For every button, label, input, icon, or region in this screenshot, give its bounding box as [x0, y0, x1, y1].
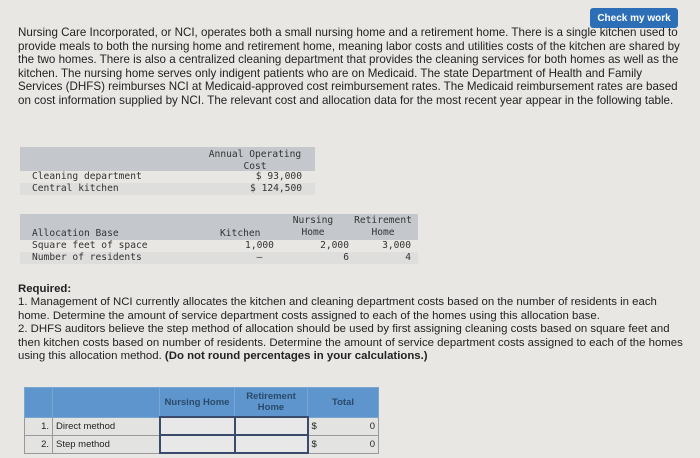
table-row	[25, 417, 379, 435]
cost-header: Cost	[243, 161, 267, 172]
header-nursing: Nursing	[292, 215, 334, 226]
cell-retirement: 3,000	[382, 240, 411, 251]
step-nursing-input[interactable]	[160, 435, 235, 453]
table-row	[20, 240, 418, 252]
header-nursing: Home	[301, 227, 325, 238]
cost-table	[20, 147, 315, 195]
row-label: Square feet of space	[32, 240, 148, 251]
table-row	[20, 183, 315, 195]
total-value: 0	[369, 438, 375, 450]
cost-header: Annual Operating	[208, 149, 302, 160]
answer-table	[24, 387, 379, 454]
header-retirement: Retirement	[354, 215, 412, 226]
currency: $	[311, 420, 317, 432]
row-label: Direct method	[53, 417, 160, 435]
direct-retirement-input[interactable]	[235, 417, 308, 435]
requirement-2: 2. DHFS auditors believe the step method of allocation should be used by first assigning cleaning costs based on square feet and then kitchen costs based on number of residents. Determine the amount of service department costs assigned to each of the homes using this allocation method.	[18, 323, 683, 363]
row-label: Number of residents	[32, 252, 142, 263]
row-value: $ 124,500	[250, 183, 302, 194]
cell-nursing: 6	[343, 252, 349, 263]
cell-kitchen: –	[256, 252, 263, 263]
row-label: Cleaning department	[32, 171, 142, 182]
total-value: 0	[369, 420, 375, 432]
direct-total	[308, 417, 379, 435]
header-nursing-home: Nursing Home	[160, 388, 235, 418]
header-kitchen: Kitchen	[220, 228, 261, 239]
check-my-work-button[interactable]: Check my work	[590, 8, 678, 28]
cell-nursing: 2,000	[320, 240, 349, 251]
cell-kitchen: 1,000	[245, 240, 274, 251]
cell-retirement: 4	[405, 252, 411, 263]
header-retirement: Home	[371, 227, 395, 238]
row-label: Step method	[53, 435, 160, 453]
table-row	[25, 435, 379, 453]
row-value: $ 93,000	[255, 171, 302, 182]
row-number: 1.	[25, 417, 53, 435]
requirement-1: 1. Management of NCI currently allocates the kitchen and cleaning department costs based on the number of residents in each home. Determine the amount of service department costs assigned to each of the homes using this allocation base.	[18, 296, 657, 322]
rounding-note: (Do not round percentages in your calculations.)	[164, 350, 428, 363]
required-title: Required:	[18, 283, 72, 295]
header-retirement-home: Retirement Home	[235, 388, 308, 418]
header-total: Total	[308, 388, 379, 418]
row-label: Central kitchen	[32, 183, 119, 194]
header-allocation-base: Allocation Base	[32, 228, 119, 239]
currency: $	[311, 438, 317, 450]
problem-intro: Nursing Care Incorporated, or NCI, operates both a small nursing home and a retirement home. There is a single kitchen used to provide meals to both the nursing home and retirement home, meaning labor costs and utilities costs of the kitchen are shared by the two homes. There is also a centralized cleaning department that provides the cleaning services for both homes as well as the kitchen. The nursing home serves only indigent patients who are on Medicaid. The state Department of Health and Family Services (DHFS) reimburses NCI at Medicaid-approved cost reimbursement rates. The Medicaid reimbursement rates are based on cost information supplied by NCI. The relevant cost and allocation data for the most recent year appear in the following table.	[18, 26, 680, 107]
step-retirement-input[interactable]	[235, 435, 308, 453]
step-total	[308, 435, 379, 453]
direct-nursing-input[interactable]	[160, 417, 235, 435]
required-section	[18, 283, 688, 363]
row-number: 2.	[25, 435, 53, 453]
allocation-table	[20, 214, 418, 264]
table-row	[20, 252, 418, 264]
